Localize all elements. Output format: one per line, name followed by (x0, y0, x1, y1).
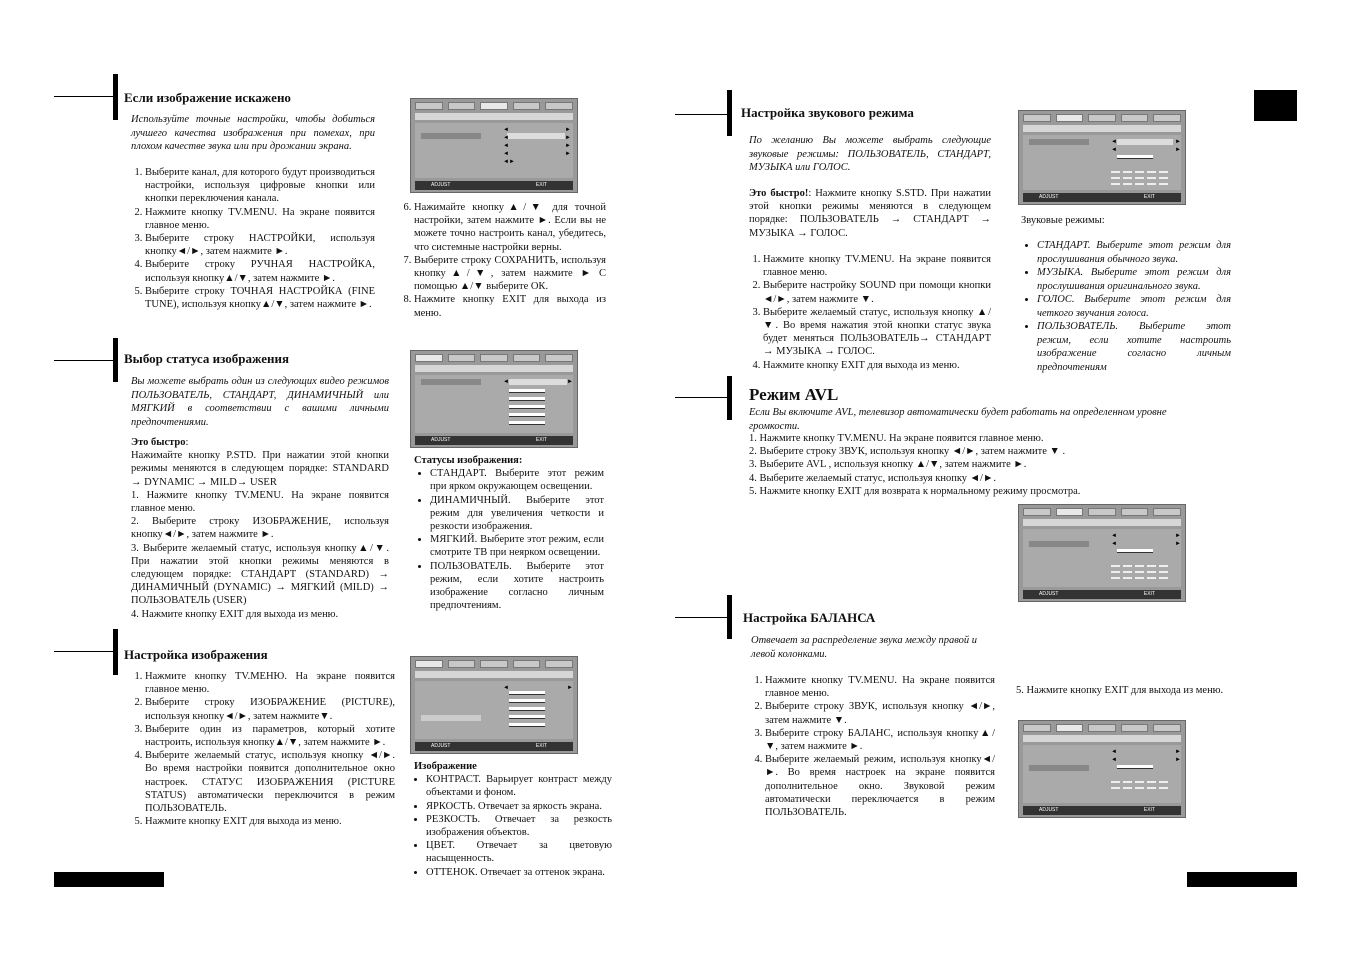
status-item: • МЯГКИЙ. Выберите этот режим, если смотрите ТВ при неярком освещении. (430, 533, 604, 559)
text-line: 3. Выберите желаемый статус, используя кнопку▲/▼. При нажатии этой кнопки режимы меняются в следующем порядке: СТАНДАРТ (STANDARD) → ДИНАМИЧНЫЙ (DYNAMIC) → МЯГКИЙ (MILD) → ПОЛЬЗОВАТЕЛЬ (USER) (131, 542, 389, 607)
section-title: Настройка звукового режима (741, 105, 914, 120)
mode-item: • ГОЛОС. Выберите этот режим для четкого звучания голоса. (1037, 293, 1231, 320)
section-body (131, 436, 389, 621)
param-item: • ОТТЕНОК. Отвечает за оттенок экрана. (426, 866, 612, 879)
text-line: 2. Выберите строку ИЗОБРАЖЕНИЕ, используя кнопку◄/►, затем нажмите ►. (131, 516, 389, 541)
section-intro: Отвечает за распределение звука между правой и левой колонками. (751, 635, 978, 660)
step-item: 1. Нажмите кнопку TV.МЕНЮ. На экране появится главное меню. (145, 670, 395, 696)
mode-item: • МУЗЫКА. Выберите этот режим для прослушивания оригинального звука. (1037, 266, 1231, 293)
adjust-hint: ADJUST (431, 182, 451, 188)
adjust-hint: ADJUST (1039, 591, 1059, 597)
step-item: 8. Нажмите кнопку EXIT для выхода из меню. (414, 293, 606, 319)
page-footer-bar (54, 872, 164, 887)
section-bar (113, 629, 118, 675)
text-line: 4. Нажмите кнопку EXIT для выхода из меню. (131, 608, 339, 620)
param-item: • КОНТРАСТ. Варьирует контраст между объектами и фоном. (426, 773, 612, 799)
exit-hint: EXIT (1143, 591, 1155, 597)
sound-tab-icon (448, 102, 476, 110)
quick-colon: : (185, 437, 189, 448)
tv-menu-screen: ◄ ► ADJUST EXIT (410, 350, 578, 448)
step-item: 4. Выберите желаемый режим, используя кнопку◄/►. Во время настроек на экране появится дополнительное окно. Звуковой режим автоматически переключается в режим ПОЛЬЗОВАТЕЛЬ. (765, 753, 995, 819)
text-line: 1. Нажмите кнопку TV.MENU. На экране появится главное меню. (749, 433, 1044, 444)
section-rule (675, 617, 731, 618)
section-rule (675, 114, 731, 115)
sound-tab-icon (1056, 508, 1084, 516)
step-5: 5. Нажмите кнопку EXIT для выхода из меню. (1016, 685, 1224, 696)
function-tab-icon (513, 102, 541, 110)
section-title: Выбор статуса изображения (124, 351, 290, 366)
sound-tab-icon (1056, 724, 1084, 732)
steps-list (749, 253, 991, 372)
exit-hint: EXIT (535, 437, 547, 443)
quick-tip (749, 187, 991, 240)
step-item: 1. Нажмите кнопку TV.MENU. На экране появится главное меню. (763, 253, 991, 279)
params-title: Изображение (414, 761, 477, 772)
tv-menu-screen: ◄ ► ◄ ► ADJUST EXIT (1018, 504, 1186, 602)
lock-tab-icon (1153, 724, 1181, 732)
setup-tab-icon (1088, 508, 1116, 516)
step-item: 4. Выберите строку РУЧНАЯ НАСТРОЙКА, используя кнопку▲/▼, затем нажмите ►. (145, 258, 375, 284)
lock-tab-icon (1153, 114, 1181, 122)
step-item: 1. Выберите канал, для которого будут производиться настройки, используя цифровые кнопки или кнопки переключения канала. (145, 166, 375, 206)
text-line: 3. Выберите AVL , используя кнопку ▲/▼, затем нажмите ►. (749, 459, 1027, 471)
picture-tab-icon (415, 354, 443, 362)
section-bar (727, 90, 732, 136)
step-item: 3. Выберите строку БАЛАНС, используя кнопку▲/▼, затем нажмите ►. (765, 727, 995, 753)
setup-tab-icon (480, 354, 508, 362)
step-item: 5. Выберите строку ТОЧНАЯ НАСТРОЙКА (FINE TUNE), используя кнопку▲/▼, затем нажмите ►. (145, 285, 375, 311)
page-footer-bar (1187, 872, 1297, 887)
function-tab-icon (1121, 724, 1149, 732)
exit-hint: EXIT (1143, 807, 1155, 813)
modes-block (1021, 214, 1231, 374)
setup-tab-icon (1088, 724, 1116, 732)
quick-text: : Нажмите кнопку S.STD. При нажатии этой кнопки режимы меняются в следующем порядке: ПОЛЬЗОВАТЕЛЬ → СТАНДАРТ → МУЗЫКА → ГОЛОС. (749, 188, 991, 239)
quick-label: Это быстро (131, 437, 186, 448)
picture-tab-icon (1023, 724, 1051, 732)
step-item: 7. Выберите строку СОХРАНИТЬ, используя кнопку▲/▼, затем нажмите ► С помощью ▲/▼ выберите ОК. (414, 254, 606, 294)
step-item: 5. Нажмите кнопку EXIT для выхода из меню. (145, 815, 395, 828)
picture-tab-icon (415, 660, 443, 668)
section-rule (54, 360, 118, 361)
statuses-block (414, 454, 604, 612)
step-item: 1. Нажмите кнопку TV.MENU. На экране появится главное меню. (765, 674, 995, 700)
step-item: 6. Нажимайте кнопку▲/▼ для точной настройки, затем нажмите ►. Если вы не можете точно настроить канал, убедитесь, что системные настройки верны. (414, 201, 606, 254)
section-rule (675, 397, 731, 398)
steps-list (131, 166, 375, 311)
mode-item: • СТАНДАРТ. Выберите этот режим для прослушивания обычного звука. (1037, 239, 1231, 266)
setup-tab-icon (480, 102, 508, 110)
picture-tab-icon (415, 102, 443, 110)
step-item: 4. Нажмите кнопку EXIT для выхода из меню. (763, 359, 991, 372)
step-item: 3. Выберите строку НАСТРОЙКИ, используя кнопку◄/►, затем нажмите ►. (145, 232, 375, 258)
setup-tab-icon (480, 660, 508, 668)
text-line: 2. Выберите строку ЗВУК, используя кнопку ◄/►, затем нажмите ▼ . (749, 446, 1066, 458)
adjust-hint: ADJUST (1039, 807, 1059, 813)
function-tab-icon (513, 660, 541, 668)
modes-title: Звуковые режимы: (1021, 215, 1105, 226)
step-item: 2. Выберите строку ИЗОБРАЖЕНИЕ (PICTURE), используя кнопку◄/►, затем нажмите▼. (145, 696, 395, 722)
params-block (414, 760, 612, 879)
adjust-hint: ADJUST (431, 743, 451, 749)
steps-list-continued (400, 201, 606, 320)
step-item: 2. Нажмите кнопку TV.MENU. На экране появится главное меню. (145, 206, 375, 232)
function-tab-icon (513, 354, 541, 362)
step-item: 4. Выберите желаемый статус, используя кнопку ◄/►. Во время настройки появится дополнительное окно настроек. СТАТУС ИЗОБРАЖЕНИЯ (PICTURE STATUS) автоматически переключится в режим ПОЛЬЗОВАТЕЛЬ. (145, 749, 395, 815)
adjust-hint: ADJUST (1039, 194, 1059, 200)
function-tab-icon (1121, 508, 1149, 516)
step-item: 3. Выберите желаемый статус, используя кнопку ▲/▼. Во время нажатия этой кнопки статус звука будет меняться ПОЛЬЗОВАТЕЛЬ→ СТАНДАРТ → МУЗЫКА → ГОЛОС. (763, 306, 991, 359)
tv-menu-screen: ◄ ► ◄ ► ◄ ► ◄ ► ◄► ADJUST EXIT (410, 98, 578, 193)
section-intro: Вы можете выбрать один из следующих видео режимов ПОЛЬЗОВАТЕЛЬ, СТАНДАРТ, ДИНАМИЧНЫЙ или МЯГКИЙ в соответствии с вашими личными предпочтениями. (131, 376, 389, 428)
step-item: 2. Выберите настройку SOUND при помощи кнопки ◄/►, затем нажмите ▼. (763, 279, 991, 305)
text-line: Нажимайте кнопку P.STD. При нажатии этой кнопки режимы меняются в следующем порядке: STANDARD → DYNAMIC → MILD→ USER (131, 450, 389, 488)
section-intro: По желанию Вы можете выбрать следующие звуковые режимы: ПОЛЬЗОВАТЕЛЬ, СТАНДАРТ, МУЗЫКА или ГОЛОС. (749, 135, 991, 173)
picture-tab-icon (1023, 114, 1051, 122)
statuses-title: Статусы изображения: (414, 455, 523, 466)
section-bar (727, 595, 732, 639)
function-tab-icon (1121, 114, 1149, 122)
section-intro: Если Вы включите AVL, телевизор автоматически будет работать на определенном уровне громкости. (749, 407, 1167, 432)
adjust-hint: ADJUST (431, 437, 451, 443)
lock-tab-icon (545, 354, 573, 362)
steps-list (131, 670, 395, 828)
section-title: Настройка БАЛАНСА (743, 610, 876, 625)
steps-list (751, 674, 995, 819)
param-item: • ЯРКОСТЬ. Отвечает за яркость экрана. (426, 800, 612, 813)
param-item: • РЕЗКОСТЬ. Отвечает за резкость изображения объектов. (426, 813, 612, 839)
sound-tab-icon (1056, 114, 1084, 122)
section-rule (54, 651, 118, 652)
picture-tab-icon (1023, 508, 1051, 516)
page-tab-marker (1254, 90, 1297, 121)
section-rule (54, 96, 118, 97)
step-item: 3. Выберите один из параметров, который хотите настроить, используя кнопку▲/▼, затем нажмите ►. (145, 723, 395, 749)
lock-tab-icon (545, 102, 573, 110)
param-item: • ЦВЕТ. Отвечает за цветовую насыщенность. (426, 839, 612, 865)
status-item: • ПОЛЬЗОВАТЕЛЬ. Выберите этот режим, если хотите настроить изображение согласно личным предпочтениям. (430, 560, 604, 613)
exit-hint: EXIT (1143, 194, 1155, 200)
setup-tab-icon (1088, 114, 1116, 122)
exit-hint: EXIT (535, 743, 547, 749)
section-bar (113, 338, 118, 382)
section-title: Настройка изображения (124, 647, 268, 662)
section-title: Режим AVL (749, 385, 839, 404)
status-item: • ДИНАМИЧНЫЙ. Выберите этот режим для увеличения четкости и резкости изображения. (430, 494, 604, 534)
exit-hint: EXIT (535, 182, 547, 188)
text-line: 1. Нажмите кнопку TV.MENU. На экране появится главное меню. (131, 489, 389, 515)
tv-menu-screen: ◄ ► ◄ ► ADJUST EXIT (1018, 110, 1186, 205)
tv-menu-screen: ◄ ► ADJUST EXIT (410, 656, 578, 754)
section-bar (113, 74, 118, 120)
mode-item: • ПОЛЬЗОВАТЕЛЬ. Выберите этот режим, если хотите настроить изображение согласно личным предпочтениям (1037, 320, 1231, 374)
status-item: • СТАНДАРТ. Выберите этот режим при ярком окружающем освещении. (430, 467, 604, 493)
text-line: 4. Выберите желаемый статус, используя кнопку ◄/►. (749, 472, 996, 484)
text-line: 5. Нажмите кнопку EXIT для возврата к нормальному режиму просмотра. (749, 485, 1081, 497)
avl-steps (749, 432, 1219, 498)
section-bar (727, 376, 732, 420)
tv-menu-screen: ◄ ► ◄ ► ADJUST EXIT (1018, 720, 1186, 818)
section-title: Если изображение искажено (124, 90, 291, 105)
lock-tab-icon (545, 660, 573, 668)
section-intro: Используйте точные настройки, чтобы добиться лучшего качества изображения при помехах, при плохом качестве звука или при дрожании экрана. (131, 114, 375, 152)
quick-label: Это быстро! (749, 188, 809, 199)
sound-tab-icon (448, 354, 476, 362)
sound-tab-icon (448, 660, 476, 668)
lock-tab-icon (1153, 508, 1181, 516)
step-item: 2. Выберите строку ЗВУК, используя кнопку ◄/►, затем нажмите ▼. (765, 700, 995, 726)
